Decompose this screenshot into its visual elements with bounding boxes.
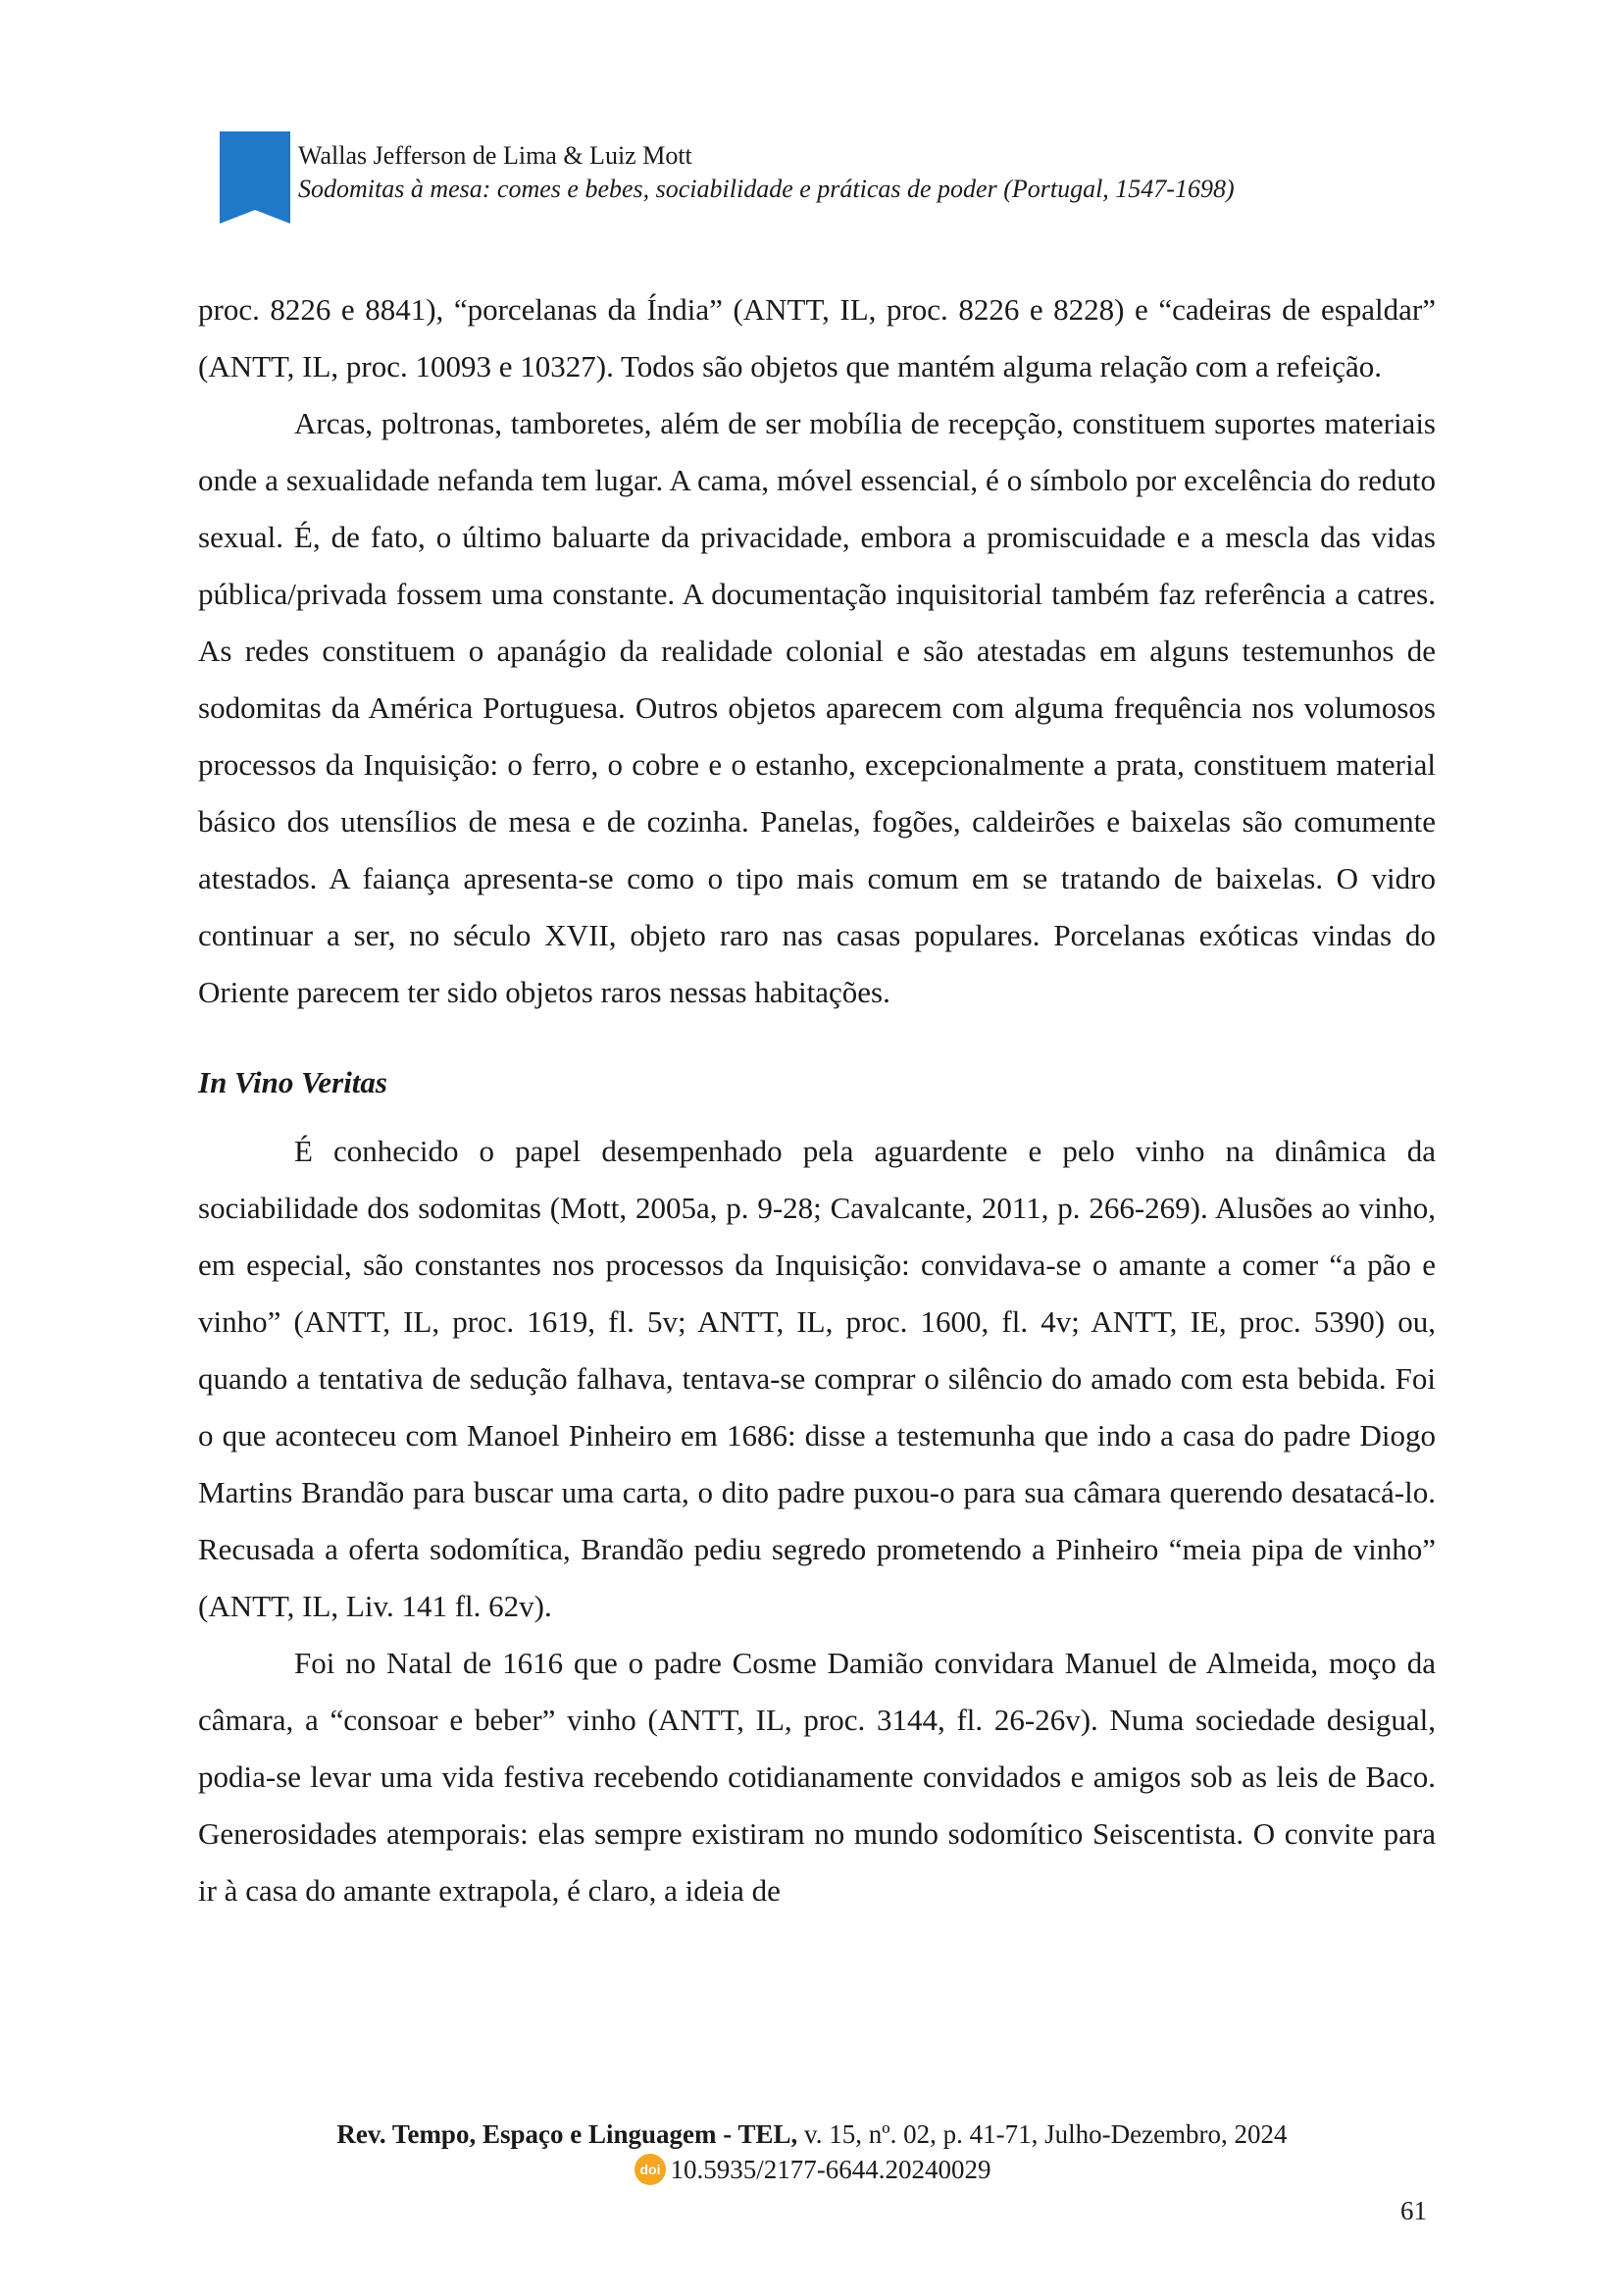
doi-badge-text: doi — [639, 2162, 660, 2177]
journal-name: Rev. Tempo, Espaço e Linguagem - TEL, — [336, 2119, 798, 2149]
paragraph: Foi no Natal de 1616 que o padre Cosme Damião convidara Manuel de Almeida, moço da câmara, a “consoar e beber” vinho (ANTT, IL, proc. 3144, fl. 26-26v). Numa sociedade desigual, podia-se levar uma vida festiva recebendo cotidianamente convidados e amigos sob as leis de Baco. Generosidades atemporais: elas sempre existiram no mundo sodomítico Seiscentista. O convite para ir à casa do amante extrapola, é claro, a ideia de — [198, 1646, 1436, 1908]
paragraph: Arcas, poltronas, tamboretes, além de ser mobília de recepção, constituem suportes materiais onde a sexualidade nefanda tem lugar. A cama, móvel essencial, é o símbolo por excelência do reduto sexual. É, de fato, o último baluarte da privacidade, embora a promiscuidade e a mescla das vidas pública/privada fossem uma constante. A documentação inquisitorial também faz referência a catres. As redes constituem o apanágio da realidade colonial e são atestadas em alguns testemunhos de sodomitas da América Portuguesa. Outros objetos aparecem com alguma frequência nos volumosos processos da Inquisição: o ferro, o cobre e o estanho, excepcionalmente a prata, constituem material básico dos utensílios de mesa e de cozinha. Panelas, fogões, caldeirões e baixelas são comumente atestados. A faiança apresenta-se como o tipo mais comum em se tratando de baixelas. O vidro continuar a ser, no século XVII, objeto raro nas casas populares. Porcelanas exóticas vindas do Oriente parecem ter sido objetos raros nessas habitações. — [198, 406, 1436, 1009]
journal-citation — [0, 2116, 1624, 2152]
header-bookmark-icon — [220, 131, 290, 224]
doi-icon — [634, 2153, 667, 2186]
header-article-title: Sodomitas à mesa: comes e bebes, sociabilidade e práticas de poder (Portugal, 1547-1698) — [298, 175, 1235, 203]
doi-line — [634, 2152, 991, 2187]
page-footer — [0, 2116, 1624, 2195]
article-body — [198, 281, 1436, 1919]
header-authors: Wallas Jefferson de Lima & Luiz Mott — [298, 141, 692, 170]
paragraph: É conhecido o papel desempenhado pela aguardente e pelo vinho na dinâmica da sociabilidade dos sodomitas (Mott, 2005a, p. 9-28; Cavalcante, 2011, p. 266-269). Alusões ao vinho, em especial, são constantes nos processos da Inquisição: convidava-se o amante a comer “a pão e vinho” (ANTT, IL, proc. 1619, fl. 5v; ANTT, IL, proc. 1600, fl. 4v; ANTT, IE, proc. 5390) ou, quando a tentativa de sedução falhava, tentava-se comprar o silêncio do amado com esta bebida. Foi o que aconteceu com Manoel Pinheiro em 1686: disse a testemunha que indo a casa do padre Diogo Martins Brandão para buscar uma carta, o dito padre puxou-o para sua câmara querendo desatacá-lo. Recusada a oferta sodomítica, Brandão pediu segredo prometendo a Pinheiro “meia pipa de vinho” (ANTT, IL, Liv. 141 fl. 62v). — [198, 1134, 1436, 1623]
doi-link[interactable]: 10.5935/2177-6644.20240029 — [670, 2155, 991, 2184]
section-heading: In Vino Veritas — [198, 1065, 387, 1099]
running-header — [298, 139, 1235, 206]
issue-info: v. 15, nº. 02, p. 41-71, Julho-Dezembro, 2024 — [797, 2119, 1288, 2149]
paragraph: proc. 8226 e 8841), “porcelanas da Índia” (ANTT, IL, proc. 8226 e 8228) e “cadeiras de espaldar” (ANTT, IL, proc. 10093 e 10327). Todos são objetos que mantém alguma relação com a refeição. — [198, 292, 1436, 383]
page-number: 61 — [1400, 2196, 1427, 2225]
